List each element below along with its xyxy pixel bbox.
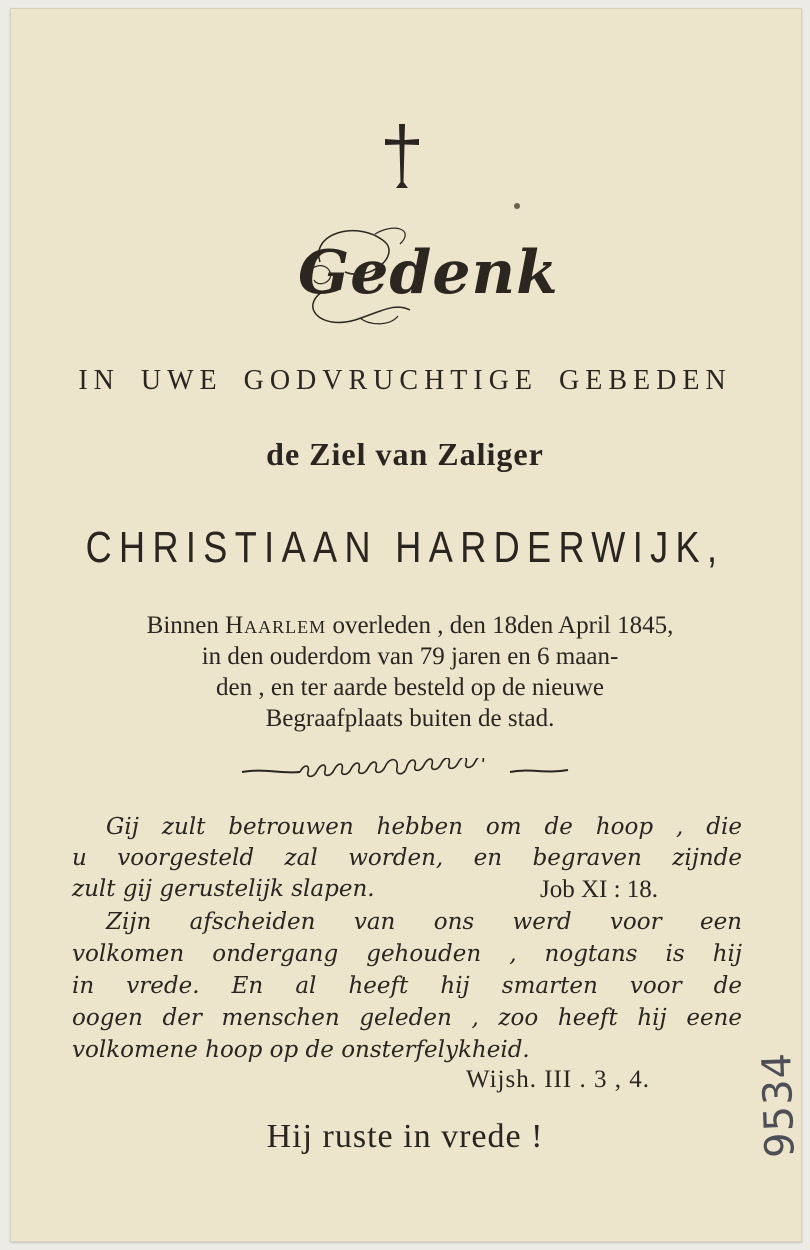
flourish-icon: [240, 758, 570, 786]
notice-line-1: Binnen Haarlem overleden , den 18den April 1845,: [146, 612, 674, 639]
archive-number-annotation: [740, 1050, 810, 1159]
quote2-line-1: Zijn afscheiden van ons werd voor een: [106, 909, 742, 935]
notice-line-3: den , en ter aarde besteld op de nieuwe: [215, 674, 605, 701]
quote2-line-2: volkomen ondergang gehouden , nogtans is hij: [72, 941, 742, 967]
quote1-line-3: zult gij gerustelijk slapen.: [72, 876, 375, 902]
quote2-line-5: volkomene hoop op de onsterfelykheid.: [72, 1037, 530, 1063]
archive-number: 9534: [754, 1051, 804, 1159]
notice-line-4: Begraafplaats buiten de stad.: [265, 705, 555, 732]
soul-of-line: de Ziel van Zaliger: [266, 436, 544, 472]
gedenk-title: Gedenk: [298, 238, 559, 308]
quote2-line-4: oogen der menschen geleden , zoo heeft hij eene: [72, 1005, 742, 1031]
scripture-quote-wisdom: [72, 906, 742, 1066]
closing-line: Hij ruste in vrede !: [266, 1118, 544, 1155]
city-name: Haarlem: [225, 612, 327, 639]
quote1-line-1: Gij zult betrouwen hebben om de hoop , die: [106, 814, 742, 840]
prayer-request-line: IN UWE GODVRUCHTIGE GEBEDEN: [78, 365, 732, 396]
quote2-line-3: in vrede. En al heeft hij smarten voor de: [72, 973, 742, 999]
reference-job: Job XI : 18.: [540, 876, 659, 903]
death-notice: [60, 610, 760, 734]
cross-icon: [382, 122, 422, 190]
paper-speck: [514, 203, 520, 209]
quote1-line-2: u voorgesteld zal worden, en begraven zijnde: [72, 845, 742, 871]
deceased-name: CHRISTIAAN HARDERWIJK,: [85, 523, 725, 572]
notice-line-2: in den ouderdom van 79 jaren en 6 maan-: [201, 643, 619, 670]
reference-wisdom: Wijsh. III . 3 , 4.: [466, 1066, 650, 1093]
